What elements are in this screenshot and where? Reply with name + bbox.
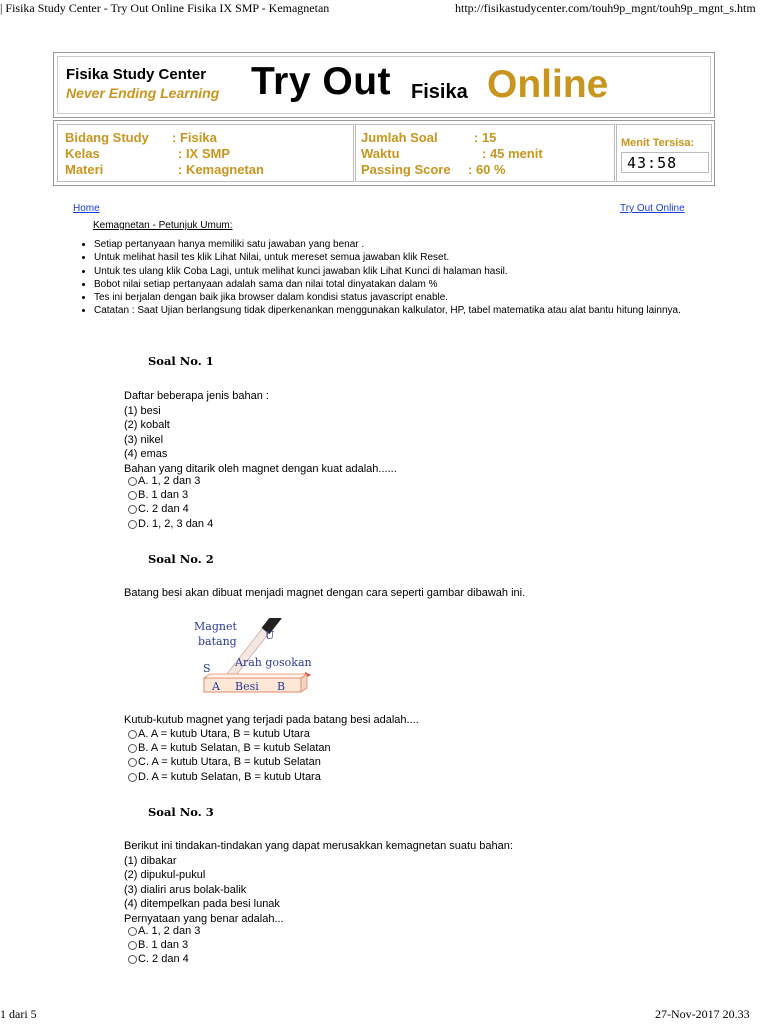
- q2-option-b[interactable]: [128, 742, 331, 754]
- question-2-prompt: Kutub-kutub magnet yang terjadi pada batang besi adalah....: [124, 714, 419, 726]
- site-banner: [53, 52, 715, 118]
- question-line: (4) emas: [124, 448, 168, 460]
- radio-icon[interactable]: [128, 955, 137, 964]
- materi-label: Materi: [65, 162, 104, 177]
- option-label: B. 1 dan 3: [138, 489, 189, 501]
- figure-b-label: B: [277, 680, 286, 693]
- question-2-text: Batang besi akan dibuat menjadi magnet dengan cara seperti gambar dibawah ini.: [124, 587, 526, 599]
- question-line: (3) dialiri arus bolak-balik: [124, 883, 247, 896]
- figure-besi-label: Besi: [235, 680, 259, 693]
- figure-a-label: A: [212, 680, 220, 693]
- figure-arah-label: Arah gosokan: [235, 656, 312, 669]
- question-line: Berikut ini tindakan-tindakan yang dapat merusakkan kemagnetan suatu bahan:: [124, 840, 513, 852]
- instruction-item: • Bobot nilai setiap pertanyaan adalah sama dan nilai total dinyatakan dalam %: [94, 278, 694, 291]
- site-name: Fisika Study Center: [66, 66, 207, 83]
- option-label: D. 1, 2, 3 dan 4: [138, 518, 214, 530]
- question-line: (4) ditempelkan pada besi lunak: [124, 898, 280, 910]
- figure-u-label: U: [265, 629, 275, 642]
- q3-option-b[interactable]: [128, 939, 188, 951]
- question-line: (1) besi: [124, 404, 161, 417]
- banner-try-out: Try Out: [251, 60, 392, 103]
- instruction-item: • Setiap pertanyaan hanya memiliki satu jawaban yang benar .: [94, 238, 694, 251]
- countdown-timer: 43:58: [621, 152, 709, 173]
- q2-option-a[interactable]: [128, 728, 310, 740]
- timer-label: Menit Tersisa:: [621, 137, 695, 149]
- radio-icon[interactable]: [128, 477, 137, 486]
- q2-option-d[interactable]: [128, 771, 321, 783]
- test-info-panel: [53, 120, 715, 186]
- option-label: A. A = kutub Utara, B = kutub Utara: [138, 728, 310, 740]
- radio-icon[interactable]: [128, 744, 137, 753]
- waktu-label: Waktu: [361, 146, 400, 161]
- passing-score-label: Passing Score: [361, 162, 451, 177]
- option-label: C. 2 dan 4: [138, 953, 189, 965]
- question-line: (2) dipukul-pukul: [124, 869, 206, 881]
- question-line: Daftar beberapa jenis bahan :: [124, 390, 269, 402]
- site-tagline: Never Ending Learning: [66, 85, 220, 101]
- option-label: C. A = kutub Utara, B = kutub Selatan: [138, 756, 321, 768]
- print-header-title: | Fisika Study Center - Try Out Online Fisika IX SMP - Kemagnetan: [0, 1, 330, 15]
- question-1-title: Soal No. 1: [148, 354, 214, 368]
- magnet-rubbing-figure: [190, 618, 315, 698]
- instruction-item: • Untuk melihat hasil tes klik Lihat Nilai, untuk mereset semua jawaban klik Reset.: [94, 251, 694, 264]
- question-3-text: [124, 839, 513, 926]
- radio-icon[interactable]: [128, 520, 137, 529]
- materi-value: : Kemagnetan: [178, 162, 264, 177]
- instruction-item: • Catatan : Saat Ujian berlangsung tidak diperkenankan menggunakan kalkulator, HP, tabel matematika atau alat bantu hitung lainnya.: [94, 304, 694, 317]
- q2-option-c[interactable]: [128, 756, 321, 768]
- option-label: A. 1, 2 dan 3: [138, 475, 201, 487]
- print-footer-datetime: 27-Nov-2017 20.33: [655, 1007, 750, 1021]
- option-label: C. 2 dan 4: [138, 503, 189, 515]
- kelas-label: Kelas: [65, 146, 100, 161]
- jumlah-soal-value: : 15: [474, 130, 497, 145]
- banner-fisika: Fisika: [411, 81, 468, 103]
- jumlah-soal-label: Jumlah Soal: [361, 130, 438, 145]
- try-out-online-link[interactable]: Try Out Online: [620, 203, 685, 214]
- radio-icon[interactable]: [128, 505, 137, 514]
- figure-s-label: S: [203, 662, 211, 675]
- kelas-value: : IX SMP: [178, 146, 231, 161]
- option-label: D. A = kutub Selatan, B = kutub Utara: [138, 771, 321, 783]
- q1-option-d[interactable]: [128, 518, 213, 530]
- question-line: (2) kobalt: [124, 419, 170, 431]
- question-2-title: Soal No. 2: [148, 552, 214, 566]
- print-header-url: http://fisikastudycenter.com/touh9p_mgnt/touh9p_mgnt_s.htm: [455, 1, 756, 15]
- question-line: Bahan yang ditarik oleh magnet dengan kuat adalah......: [124, 462, 397, 475]
- radio-icon[interactable]: [128, 773, 137, 782]
- timer-cell: [616, 124, 712, 182]
- question-1-text: [124, 389, 397, 476]
- q1-option-b[interactable]: [128, 489, 188, 501]
- question-line: (1) dibakar: [124, 854, 177, 867]
- radio-icon[interactable]: [128, 927, 137, 936]
- instructions-list: [78, 238, 694, 318]
- question-3-title: Soal No. 3: [148, 805, 214, 819]
- banner-online: Online: [487, 63, 609, 106]
- option-label: B. A = kutub Selatan, B = kutub Selatan: [138, 742, 331, 754]
- option-label: A. 1, 2 dan 3: [138, 925, 201, 937]
- subject-info-cell: [57, 124, 354, 182]
- print-footer-page: 1 dari 5: [0, 1007, 37, 1021]
- radio-icon[interactable]: [128, 758, 137, 767]
- waktu-value: : 45 menit: [482, 146, 543, 161]
- home-link[interactable]: Home: [73, 203, 100, 214]
- radio-icon[interactable]: [128, 491, 137, 500]
- instruction-item: • Untuk tes ulang klik Coba Lagi, untuk melihat kunci jawaban klik Lihat Kunci di halaman hasil.: [94, 265, 694, 278]
- option-label: B. 1 dan 3: [138, 939, 189, 951]
- passing-score-value: : 60 %: [468, 162, 506, 177]
- q3-option-a[interactable]: [128, 925, 200, 937]
- instruction-item: • Tes ini berjalan dengan baik jika browser dalam kondisi status javascript enable.: [94, 291, 694, 304]
- q1-option-c[interactable]: [128, 503, 189, 515]
- instructions-title: Kemagnetan - Petunjuk Umum:: [93, 220, 233, 231]
- bidang-label: Bidang Study: [65, 130, 149, 145]
- question-line: (3) nikel: [124, 433, 164, 446]
- radio-icon[interactable]: [128, 941, 137, 950]
- question-line: Pernyataan yang benar adalah...: [124, 912, 284, 925]
- figure-magnet-label: Magnet: [194, 620, 237, 633]
- radio-icon[interactable]: [128, 730, 137, 739]
- q1-option-a[interactable]: [128, 475, 200, 487]
- figure-batang-label: batang: [198, 635, 237, 648]
- q3-option-c[interactable]: [128, 953, 189, 965]
- test-meta-cell: [355, 124, 615, 182]
- bidang-value: : Fisika: [172, 130, 217, 145]
